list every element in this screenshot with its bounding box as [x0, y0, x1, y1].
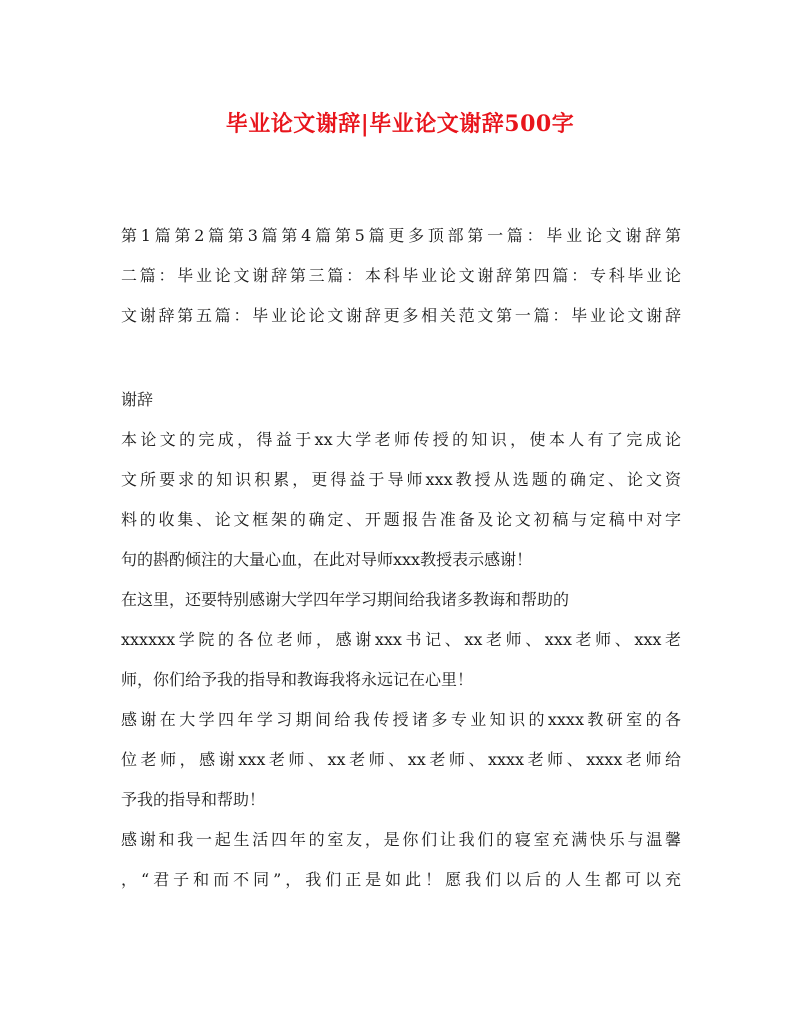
body-line: 本论文的完成，得益于xx大学老师传授的知识，使本人有了完成论: [121, 430, 681, 449]
body-line: 文所要求的知识积累，更得益于导师xxx教授从选题的确定、论文资: [121, 470, 681, 489]
toc-line: 文谢辞第五篇：毕业论论文谢辞更多相关范文第一篇：毕业论文谢辞: [121, 306, 681, 325]
body-line: 句的斟酌倾注的大量心血，在此对导师xxx教授表示感谢！: [121, 550, 533, 569]
toc-line: 二篇：毕业论文谢辞第三篇：本科毕业论文谢辞第四篇：专科毕业论: [121, 266, 681, 285]
body-paragraphs: [121, 380, 681, 900]
body-line: 予我的指导和帮助！: [121, 790, 266, 809]
toc-line: 第1篇第2篇第3篇第4篇第5篇更多顶部第一篇：毕业论文谢辞第: [121, 226, 681, 245]
body-line: xxxxxx学院的各位老师，感谢xxx书记、xx老师、xxx老师、xxx老: [121, 630, 681, 649]
section-heading: 谢辞: [121, 390, 154, 409]
body-line: 感谢和我一起生活四年的室友，是你们让我们的寝室充满快乐与温馨: [121, 830, 681, 849]
body-line: 位老师，感谢xxx老师、xx老师、xx老师、xxxx老师、xxxx老师给: [121, 750, 681, 769]
body-line: 师，你们给予我的指导和教诲我将永远记在心里！: [121, 670, 474, 689]
toc-paragraph: [121, 216, 681, 336]
body-line: ，“君子和而不同”，我们正是如此！愿我们以后的人生都可以充: [121, 870, 681, 889]
body-line: 感谢在大学四年学习期间给我传授诸多专业知识的xxxx教研室的各: [121, 710, 681, 729]
document-title: 毕业论文谢辞|毕业论文谢辞500字: [225, 111, 575, 137]
body-line: 料的收集、论文框架的确定、开题报告准备及论文初稿与定稿中对字: [121, 510, 681, 529]
body-line: 在这里，还要特别感谢大学四年学习期间给我诸多教诲和帮助的: [121, 590, 570, 609]
